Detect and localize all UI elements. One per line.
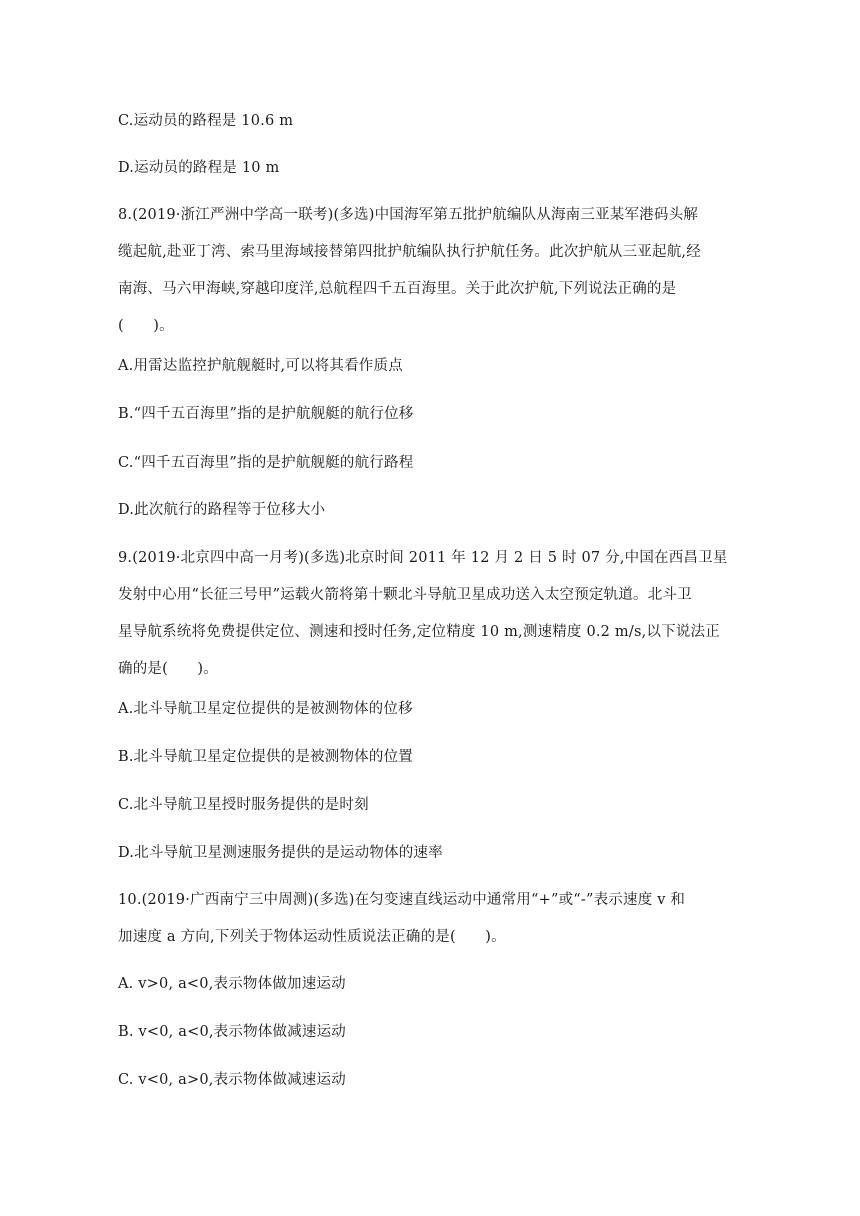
q9-stem-line-2: 发射中心用“长征三号甲”运载火箭将第十颗北斗导航卫星成功送入太空预定轨道。北斗卫 (118, 587, 692, 603)
q9-option-d: D.北斗导航卫星测速服务提供的是运动物体的速率 (118, 845, 443, 861)
q7-option-d: D.运动员的路程是 10 m (118, 160, 280, 176)
q8-option-b: B.“四千五百海里”指的是护航舰艇的航行位移 (118, 406, 414, 422)
q9-option-a: A.北斗导航卫星定位提供的是被测物体的位移 (118, 701, 413, 717)
q8-stem-line-3: 南海、马六甲海峡,穿越印度洋,总航程四千五百海里。关于此次护航,下列说法正确的是 (118, 281, 677, 297)
q8-option-d: D.此次航行的路程等于位移大小 (118, 502, 326, 518)
q9-stem-line-1: 9.(2019·北京四中高一月考)(多选)北京时间 2011 年 12 月 2 日 5 时 07 分,中国在西昌卫星 (118, 550, 728, 566)
q8-option-a: A.用雷达监控护航舰艇时,可以将其看作质点 (118, 358, 403, 374)
q9-stem-line-3: 星导航系统将免费提供定位、测速和授时任务,定位精度 10 m,测速精度 0.2 m/s,以下说法正 (118, 624, 720, 640)
q10-option-c: C. v<0, a>0,表示物体做减速运动 (118, 1072, 346, 1088)
q10-option-a: A. v>0, a<0,表示物体做加速运动 (118, 976, 346, 992)
q9-option-c: C.北斗导航卫星授时服务提供的是时刻 (118, 797, 369, 813)
q10-option-b: B. v<0, a<0,表示物体做减速运动 (118, 1024, 346, 1040)
q8-stem-line-1: 8.(2019·浙江严洲中学高一联考)(多选)中国海军第五批护航编队从海南三亚某军港码头解 (118, 207, 698, 223)
q8-option-c: C.“四千五百海里”指的是护航舰艇的航行路程 (118, 455, 414, 471)
q9-option-b: B.北斗导航卫星定位提供的是被测物体的位置 (118, 749, 413, 765)
q9-stem-line-4: 确的是( )。 (118, 661, 218, 677)
q10-stem-line-2: 加速度 a 方向,下列关于物体运动性质说法正确的是( )。 (118, 929, 506, 945)
q10-stem-line-1: 10.(2019·广西南宁三中周测)(多选)在匀变速直线运动中通常用“+”或“-”表示速度 v 和 (118, 892, 686, 908)
q7-option-c: C.运动员的路程是 10.6 m (118, 113, 294, 129)
q8-answer-blank: ( )。 (118, 318, 174, 334)
q8-stem-line-2: 缆起航,赴亚丁湾、索马里海域接替第四批护航编队执行护航任务。此次护航从三亚起航,经 (118, 244, 701, 260)
